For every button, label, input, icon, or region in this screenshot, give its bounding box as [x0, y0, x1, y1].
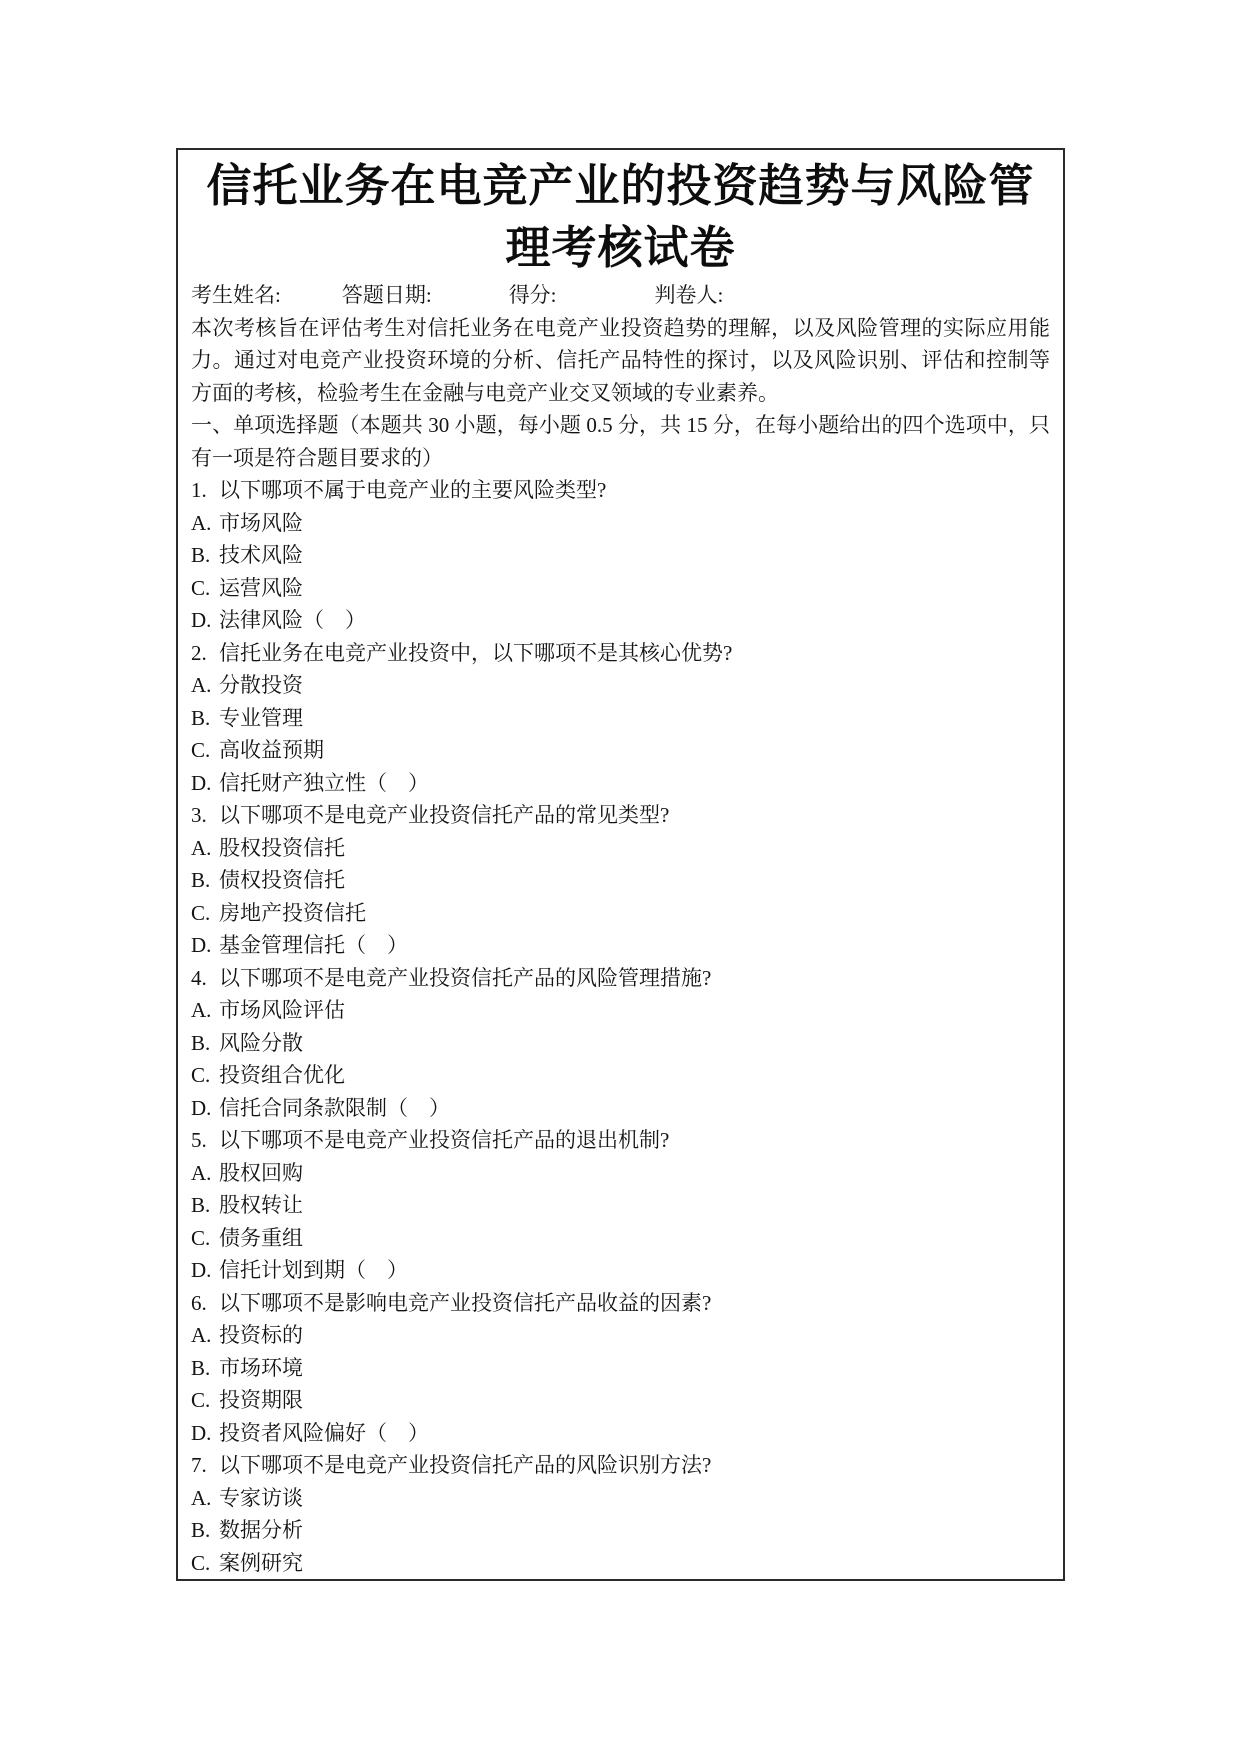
- option-text: 投资期限: [219, 1388, 303, 1412]
- question-7-number: 7.: [191, 1453, 207, 1477]
- score-label: 得分:: [508, 283, 557, 307]
- option-letter: B.: [191, 705, 211, 730]
- question-4-option-c: [191, 1059, 1050, 1092]
- question-2: [191, 637, 1050, 670]
- option-letter: D.: [191, 933, 212, 957]
- question-6: [191, 1287, 1050, 1320]
- option-letter: D.: [191, 1258, 212, 1282]
- question-4-option-a: [191, 994, 1050, 1027]
- question-1-option-b: [191, 539, 1050, 572]
- question-3-text: 以下哪项不是电竞产业投资信托产品的常见类型?: [219, 803, 670, 827]
- option-letter: D.: [191, 1095, 212, 1120]
- question-3-option-d: [191, 929, 1050, 962]
- question-5-option-b: [191, 1189, 1050, 1222]
- option-letter: D.: [191, 770, 212, 795]
- exam-title-line1: 信托业务在电竞产业的投资趋势与风险管: [206, 161, 1035, 211]
- exam-content: [191, 279, 1050, 1579]
- option-letter: A.: [191, 1160, 212, 1185]
- option-letter: B.: [191, 1193, 211, 1217]
- option-text: 基金管理信托（ ）: [219, 933, 408, 957]
- question-5-option-d: [191, 1254, 1050, 1287]
- question-list: [191, 474, 1050, 1579]
- question-7-option-b: [191, 1514, 1050, 1547]
- option-text: 技术风险: [219, 543, 303, 567]
- answer-date-label: 答题日期:: [341, 283, 432, 307]
- question-4-option-d: [191, 1092, 1050, 1125]
- option-text: 信托计划到期（ ）: [219, 1258, 408, 1282]
- option-text: 运营风险: [219, 575, 303, 600]
- option-letter: B.: [191, 1355, 211, 1380]
- question-1-number: 1.: [191, 478, 207, 502]
- option-letter: A.: [191, 1485, 212, 1510]
- option-text: 专业管理: [219, 705, 303, 730]
- option-text: 案例研究: [219, 1550, 303, 1575]
- option-letter: C.: [191, 575, 211, 600]
- question-6-option-d: [191, 1417, 1050, 1450]
- question-2-text: 信托业务在电竞产业投资中，以下哪项不是其核心优势?: [219, 640, 733, 665]
- option-letter: B.: [191, 1518, 211, 1542]
- option-text: 信托财产独立性（ ）: [219, 770, 429, 795]
- question-2-option-b: [191, 702, 1050, 735]
- question-2-option-c: [191, 734, 1050, 767]
- question-6-option-b: [191, 1352, 1050, 1385]
- question-3-option-c: [191, 897, 1050, 930]
- question-3: [191, 799, 1050, 832]
- option-letter: D.: [191, 1420, 212, 1445]
- question-3-option-b: [191, 864, 1050, 897]
- question-1-option-d: [191, 604, 1050, 637]
- candidate-name-label: 考生姓名:: [191, 283, 281, 307]
- option-text: 专家访谈: [219, 1485, 303, 1510]
- option-letter: A.: [191, 673, 212, 697]
- option-letter: C.: [191, 738, 211, 762]
- question-2-option-a: [191, 669, 1050, 702]
- question-5: [191, 1124, 1050, 1157]
- question-2-number: 2.: [191, 640, 207, 665]
- option-letter: C.: [191, 1063, 211, 1087]
- grader-label: 判卷人:: [654, 283, 724, 307]
- exam-border-box: [176, 148, 1065, 1581]
- option-letter: C.: [191, 1388, 211, 1412]
- option-text: 市场风险评估: [219, 998, 345, 1022]
- option-text: 投资组合优化: [219, 1063, 345, 1087]
- option-text: 市场风险: [219, 510, 303, 535]
- option-letter: D.: [191, 608, 212, 632]
- option-letter: A.: [191, 1323, 212, 1347]
- option-text: 高收益预期: [219, 738, 324, 762]
- question-1-option-a: [191, 507, 1050, 540]
- question-1: [191, 474, 1050, 507]
- question-7-option-a: [191, 1482, 1050, 1515]
- option-text: 债务重组: [219, 1225, 303, 1250]
- option-text: 分散投资: [219, 673, 303, 697]
- exam-intro: 本次考核旨在评估考生对信托业务在电竞产业投资趋势的理解，以及风险管理的实际应用能力。通过对电竞产业投资环境的分析、信托产品特性的探讨，以及风险识别、评估和控制等方面的考核，检验考生在金融与电竞产业交叉领域的专业素养。: [191, 315, 1050, 405]
- question-6-number: 6.: [191, 1290, 207, 1315]
- option-letter: B.: [191, 868, 211, 892]
- question-5-number: 5.: [191, 1128, 207, 1152]
- option-text: 信托合同条款限制（ ）: [219, 1095, 450, 1120]
- question-7-option-c: [191, 1547, 1050, 1580]
- option-text: 数据分析: [219, 1518, 303, 1542]
- option-text: 债权投资信托: [219, 868, 345, 892]
- option-letter: B.: [191, 1030, 211, 1055]
- question-4: [191, 962, 1050, 995]
- question-4-text: 以下哪项不是电竞产业投资信托产品的风险管理措施?: [219, 965, 712, 990]
- option-text: 风险分散: [219, 1030, 303, 1055]
- question-1-text: 以下哪项不属于电竞产业的主要风险类型?: [219, 478, 607, 502]
- question-6-option-a: [191, 1319, 1050, 1352]
- option-text: 投资标的: [219, 1323, 303, 1347]
- question-7-text: 以下哪项不是电竞产业投资信托产品的风险识别方法?: [219, 1453, 712, 1477]
- question-2-option-d: [191, 767, 1050, 800]
- question-1-option-c: [191, 572, 1050, 605]
- option-text: 法律风险（ ）: [219, 608, 366, 632]
- option-text: 股权转让: [219, 1193, 303, 1217]
- question-6-option-c: [191, 1384, 1050, 1417]
- question-5-option-a: [191, 1157, 1050, 1190]
- option-text: 市场环境: [219, 1355, 303, 1380]
- option-letter: A.: [191, 998, 212, 1022]
- question-4-option-b: [191, 1027, 1050, 1060]
- option-letter: C.: [191, 900, 211, 925]
- option-text: 房地产投资信托: [219, 900, 366, 925]
- option-letter: B.: [191, 543, 211, 567]
- question-6-text: 以下哪项不是影响电竞产业投资信托产品收益的因素?: [219, 1290, 712, 1315]
- section-heading: 一、单项选择题（本题共 30 小题，每小题 0.5 分，共 15 分，在每小题给出的四个选项中，只有一项是符合题目要求的）: [191, 413, 1050, 470]
- question-7: [191, 1449, 1050, 1482]
- option-letter: C.: [191, 1225, 211, 1250]
- option-letter: C.: [191, 1550, 211, 1575]
- option-letter: A.: [191, 835, 212, 860]
- option-text: 股权回购: [219, 1160, 303, 1185]
- question-3-option-a: [191, 832, 1050, 865]
- question-5-text: 以下哪项不是电竞产业投资信托产品的退出机制?: [219, 1128, 670, 1152]
- option-letter: A.: [191, 510, 212, 535]
- question-3-number: 3.: [191, 803, 207, 827]
- question-4-number: 4.: [191, 965, 207, 990]
- exam-title-line2: 理考核试卷: [505, 223, 736, 273]
- question-5-option-c: [191, 1222, 1050, 1255]
- option-text: 股权投资信托: [219, 835, 345, 860]
- candidate-info-row: [191, 279, 1050, 312]
- exam-title: [191, 155, 1050, 279]
- option-text: 投资者风险偏好（ ）: [219, 1420, 429, 1445]
